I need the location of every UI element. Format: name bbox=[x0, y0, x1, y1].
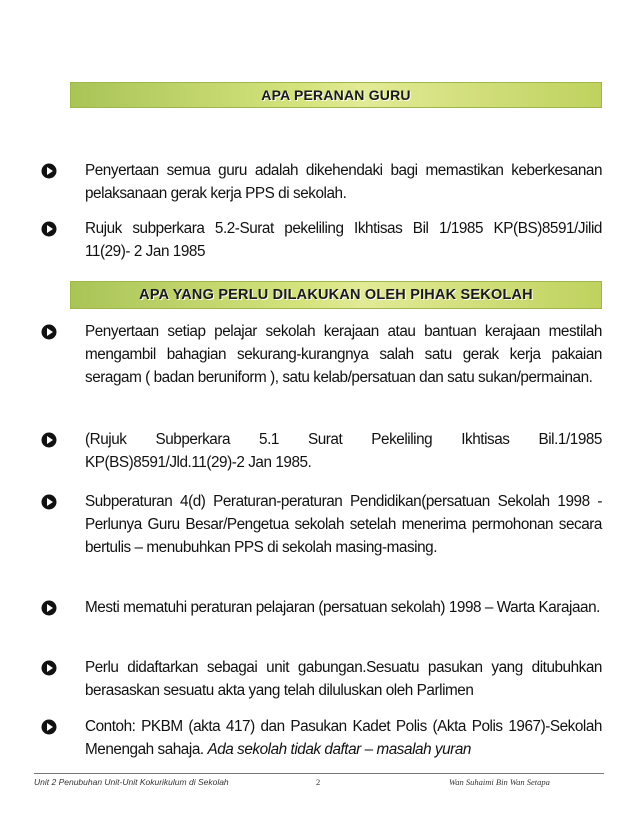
list-item bbox=[40, 715, 602, 761]
section-banner-pihak-sekolah bbox=[70, 281, 602, 309]
list-item-text-regular: Contoh: PKBM (akta 417) dan Pasukan Kadet Polis (Akta Polis 1967)-Sekolah Menengah sahaja. bbox=[85, 718, 602, 758]
circled-triangle-bullet-icon bbox=[40, 659, 62, 677]
list-item bbox=[40, 596, 602, 619]
list-item-text: Subperaturan 4(d) Peraturan-peraturan Pendidikan(persatuan Sekolah 1998 - Perlunya Guru Besar/Pengetua sekolah setelah menerima permohonan secara bertulis – menubuhkan PPS di sekolah masing-masing. bbox=[85, 493, 602, 556]
footer-document-title: Unit 2 Penubuhan Unit-Unit Kokurikulum di Sekolah bbox=[34, 777, 229, 787]
section-title: APA PERANAN GURU bbox=[261, 87, 411, 103]
list-item-text: Rujuk subperkara 5.2-Surat pekeliling Ikhtisas Bil 1/1985 KP(BS)8591/Jilid 11(29)- 2 Jan 1985 bbox=[85, 220, 602, 260]
list-item bbox=[40, 656, 602, 702]
circled-triangle-bullet-icon bbox=[40, 323, 62, 341]
circled-triangle-bullet-icon bbox=[40, 493, 62, 511]
list-item bbox=[40, 428, 602, 474]
list-item-text: (Rujuk Subperkara 5.1 Surat Pekeliling Ikhtisas Bil.1/1985 KP(BS)8591/Jld.11(29)-2 Jan 1985. bbox=[85, 431, 602, 471]
footer-divider bbox=[34, 773, 604, 774]
list-item-text-italic: Ada sekolah tidak daftar – masalah yuran bbox=[207, 741, 471, 758]
section-banner-peranan-guru bbox=[70, 82, 602, 108]
circled-triangle-bullet-icon bbox=[40, 431, 62, 449]
list-item-text: Mesti mematuhi peraturan pelajaran (persatuan sekolah) 1998 – Warta Karajaan. bbox=[85, 599, 600, 616]
footer-page-number: 2 bbox=[316, 777, 321, 787]
list-item-text: Penyertaan semua guru adalah dikehendaki bagi memastikan keberkesanan pelaksanaan gerak kerja PPS di sekolah. bbox=[85, 162, 602, 202]
circled-triangle-bullet-icon bbox=[40, 162, 62, 180]
list-item bbox=[40, 320, 602, 389]
list-item bbox=[40, 490, 602, 559]
list-item bbox=[40, 159, 602, 205]
circled-triangle-bullet-icon bbox=[40, 220, 62, 238]
list-item-text bbox=[85, 715, 602, 761]
circled-triangle-bullet-icon bbox=[40, 718, 62, 736]
section-title: APA YANG PERLU DILAKUKAN OLEH PIHAK SEKOLAH bbox=[139, 287, 533, 303]
footer-author: Wan Suhaimi Bin Wan Setapa bbox=[449, 777, 550, 787]
list-item-text: Penyertaan setiap pelajar sekolah kerajaan atau bantuan kerajaan mestilah mengambil bahagian sekurang-kurangnya salah satu gerak kerja pakaian seragam ( badan beruniform ), satu kelab/persatuan dan satu sukan/permainan. bbox=[85, 323, 602, 386]
list-item-text: Perlu didaftarkan sebagai unit gabungan.Sesuatu pasukan yang ditubuhkan berasaskan sesuatu akta yang telah diluluskan oleh Parlimen bbox=[85, 659, 602, 699]
list-item bbox=[40, 217, 602, 263]
circled-triangle-bullet-icon bbox=[40, 599, 62, 617]
